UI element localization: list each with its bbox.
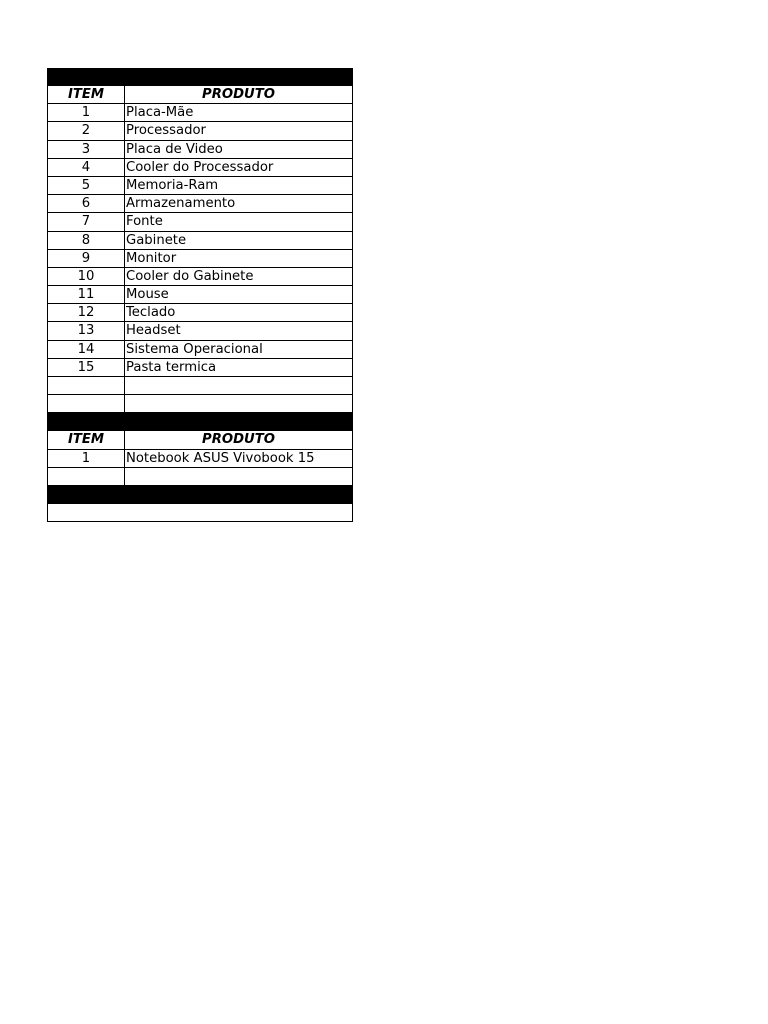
table-row[interactable] [47, 177, 353, 195]
item-cell[interactable]: 9 [48, 250, 125, 267]
table-row[interactable] [47, 195, 353, 213]
table2-header-row [47, 431, 353, 449]
produto-cell[interactable]: Placa-Mãe [126, 105, 194, 121]
table-row[interactable] [47, 341, 353, 359]
produto-cell[interactable]: Pasta termica [126, 359, 217, 375]
produto-cell[interactable] [125, 377, 352, 394]
produto-cell[interactable]: Cooler do Gabinete [126, 268, 254, 284]
table-row[interactable] [47, 213, 353, 231]
item-cell[interactable] [48, 468, 125, 485]
item-cell[interactable]: 3 [48, 141, 125, 158]
table-row[interactable] [47, 322, 353, 340]
table-row[interactable] [47, 286, 353, 304]
table-row[interactable] [47, 232, 353, 250]
section-band-top [47, 68, 353, 86]
produto-cell[interactable]: Processador [126, 123, 206, 139]
empty-row[interactable] [47, 468, 353, 486]
table-row[interactable] [47, 250, 353, 268]
produto-cell[interactable]: Cooler do Processador [126, 159, 274, 175]
merged-cell[interactable] [48, 504, 352, 521]
item-cell[interactable]: 11 [48, 286, 125, 303]
section-band-bottom [47, 486, 353, 504]
produto-cell[interactable]: Sistema Operacional [126, 341, 263, 357]
produto-cell[interactable]: Fonte [126, 214, 163, 230]
table-row[interactable] [47, 159, 353, 177]
produto-cell[interactable] [125, 395, 352, 412]
table-row[interactable] [47, 450, 353, 468]
item-cell[interactable]: 8 [48, 232, 125, 249]
column-header-item: ITEM [48, 431, 125, 448]
produto-cell[interactable]: Gabinete [126, 232, 187, 248]
item-cell[interactable]: 12 [48, 304, 125, 321]
table-row[interactable] [47, 122, 353, 140]
item-cell[interactable]: 5 [48, 177, 125, 194]
produto-cell[interactable]: Headset [126, 323, 181, 339]
item-cell[interactable]: 13 [48, 322, 125, 339]
item-cell[interactable]: 4 [48, 159, 125, 176]
empty-row[interactable] [47, 395, 353, 413]
item-cell[interactable]: 14 [48, 341, 125, 358]
item-cell[interactable]: 7 [48, 213, 125, 230]
item-cell[interactable]: 15 [48, 359, 125, 376]
item-cell[interactable]: 2 [48, 122, 125, 139]
column-header-produto: PRODUTO [202, 87, 275, 102]
empty-merged-row[interactable] [47, 504, 353, 522]
table-row[interactable] [47, 141, 353, 159]
produto-cell[interactable]: Armazenamento [126, 196, 236, 212]
item-cell[interactable]: 10 [48, 268, 125, 285]
produto-cell[interactable]: Monitor [126, 250, 177, 266]
section-band-middle [47, 413, 353, 431]
produto-cell[interactable]: Placa de Video [126, 141, 223, 157]
produto-cell[interactable]: Teclado [126, 305, 176, 321]
table-row[interactable] [47, 304, 353, 322]
table1-header-row [47, 86, 353, 104]
item-cell[interactable]: 1 [48, 104, 125, 121]
table-row[interactable] [47, 104, 353, 122]
item-cell[interactable]: 6 [48, 195, 125, 212]
produto-cell[interactable]: Mouse [126, 287, 169, 303]
column-header-produto: PRODUTO [202, 432, 275, 448]
produto-cell[interactable]: Memoria-Ram [126, 177, 219, 193]
table-row[interactable] [47, 268, 353, 286]
item-cell[interactable] [48, 377, 125, 394]
produto-cell[interactable]: Notebook ASUS Vivobook 15 [126, 450, 315, 466]
table-row[interactable] [47, 359, 353, 377]
item-cell[interactable] [48, 395, 125, 412]
produto-cell[interactable] [125, 468, 352, 485]
spreadsheet [47, 68, 353, 522]
empty-row[interactable] [47, 377, 353, 395]
item-cell[interactable]: 1 [48, 450, 125, 467]
column-header-item: ITEM [48, 86, 125, 103]
